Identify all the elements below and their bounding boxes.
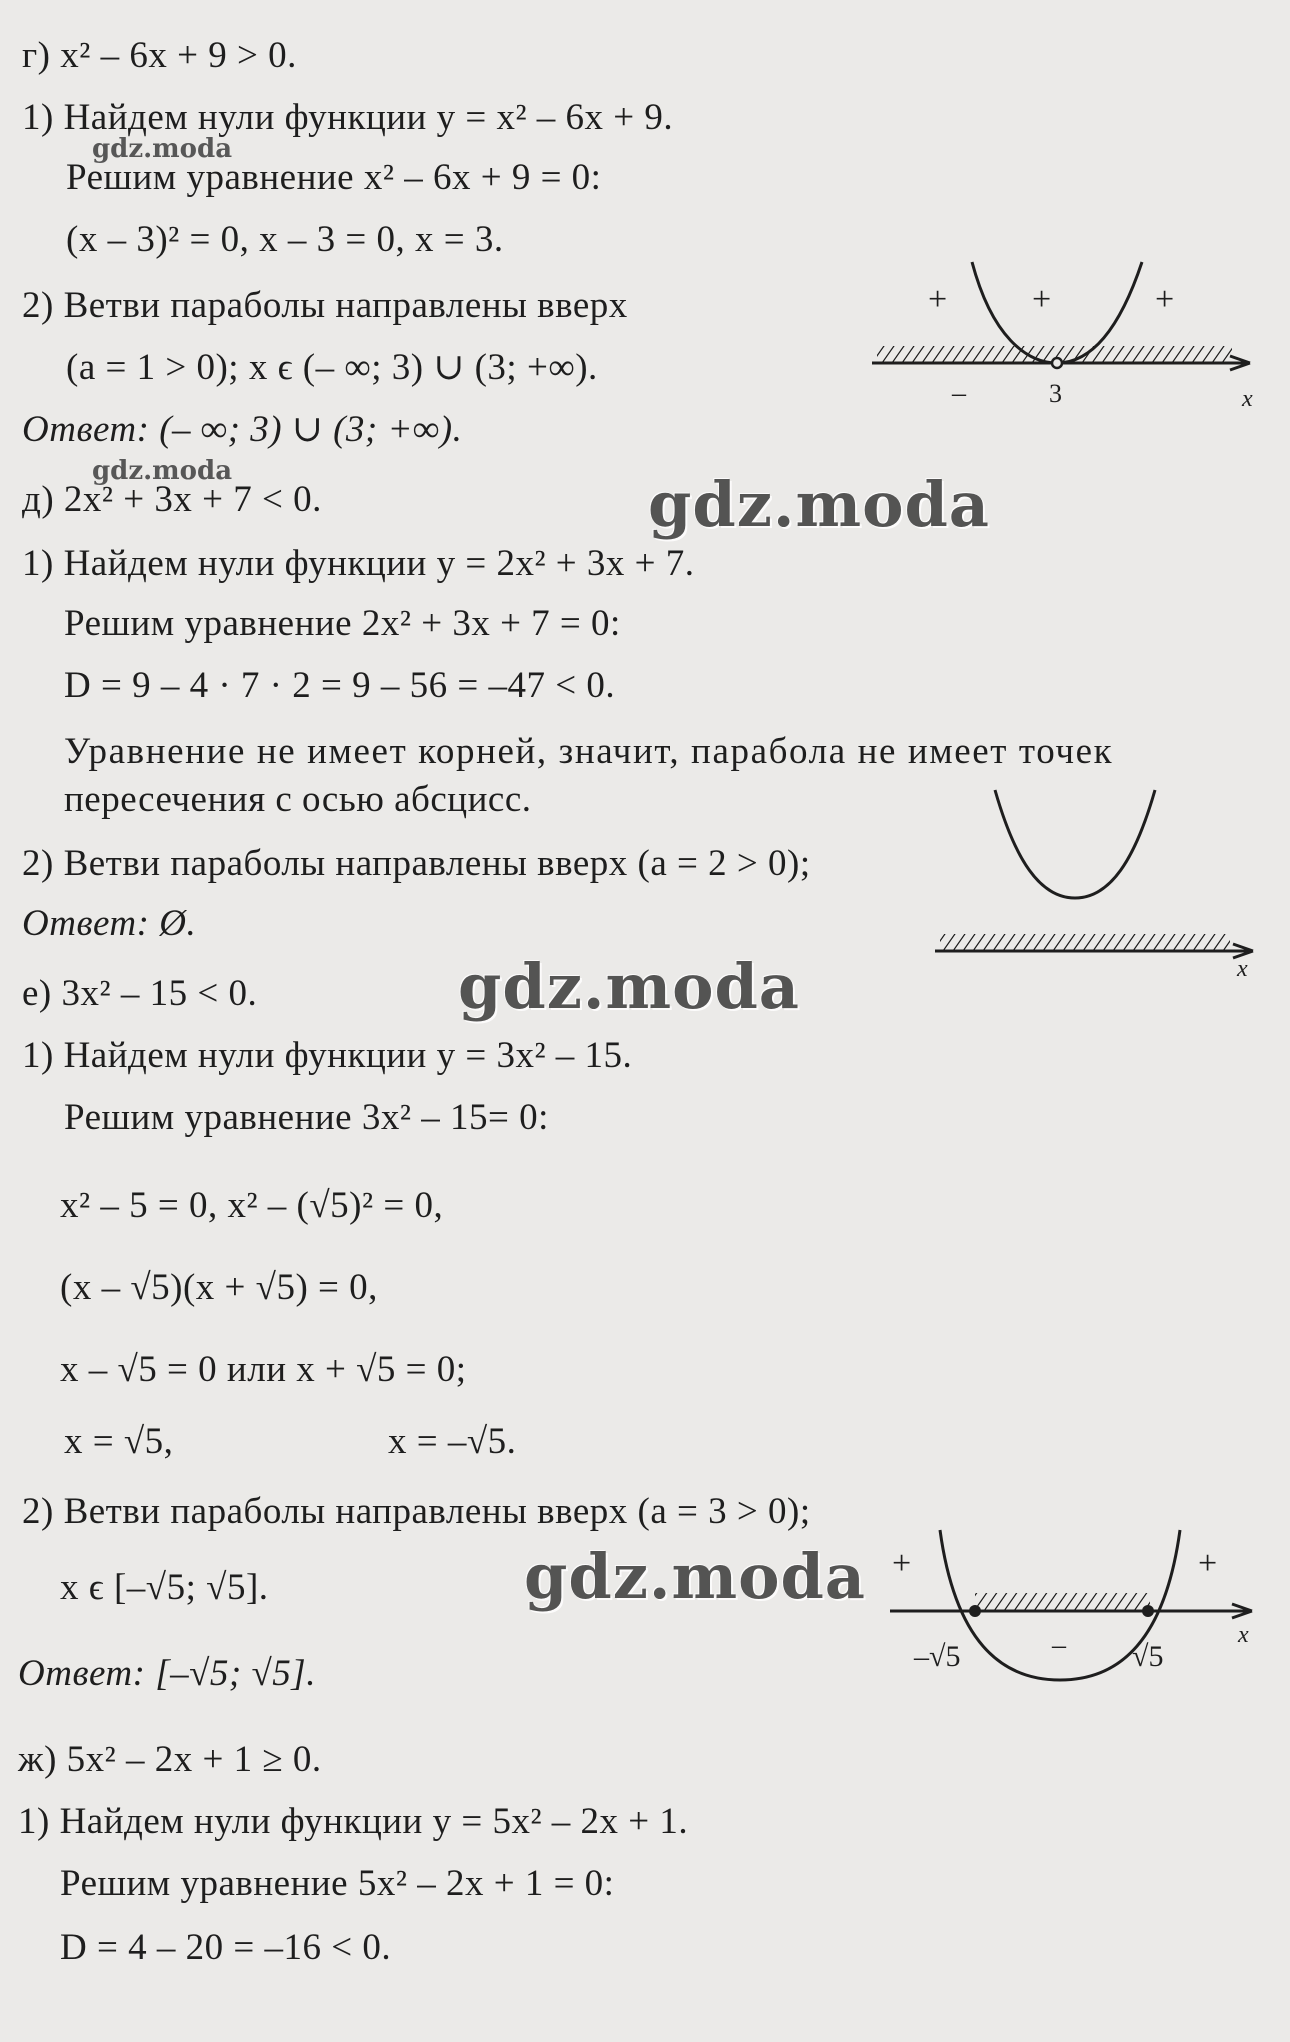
line-e-or: x – √5 = 0 или x + √5 = 0; [60, 1349, 467, 1390]
line-e-root-positive: x = √5, [64, 1421, 174, 1462]
line-e-root-negative: x = –√5. [388, 1421, 517, 1462]
root-point [1052, 358, 1062, 368]
watermark-small-1: gdz.moda [92, 134, 233, 164]
line-g-solution: (x – 3)² = 0, x – 3 = 0, x = 3. [66, 219, 504, 260]
sign-minus: – [1052, 1630, 1066, 1661]
line-d-step2: 2) Ветви параболы направлены вверх (a = 2 > 0); [22, 843, 811, 884]
line-d-answer: Ответ: Ø. [22, 903, 197, 944]
line-e-interval: x ϵ [–√5; √5]. [60, 1567, 269, 1608]
line-d-step1: 1) Найдем нули функции y = 2x² + 3x + 7. [22, 543, 695, 584]
line-e-difference: x² – 5 = 0, x² – (√5)² = 0, [60, 1185, 444, 1226]
line-g-interval: (a = 1 > 0); x ϵ (– ∞; 3) ∪ (3; +∞). [66, 347, 598, 388]
sign-plus-1: + [928, 281, 948, 318]
root-label-left: –√5 [914, 1640, 961, 1673]
line-g-step1: 1) Найдем нули функции y = x² – 6x + 9. [22, 97, 674, 138]
root-point-left [969, 1605, 981, 1617]
line-e-answer: Ответ: [–√5; √5]. [18, 1653, 316, 1694]
line-d-no-roots-cont: пересечения с осью абсцисс. [64, 779, 532, 820]
line-zh-step1: 1) Найдем нули функции y = 5x² – 2x + 1. [18, 1801, 689, 1842]
hatch-between-roots [975, 1593, 1150, 1611]
watermark-small-2: gdz.moda [92, 456, 233, 486]
sign-plus-3: + [1155, 281, 1175, 318]
root-point-right [1142, 1605, 1154, 1617]
root-label-right: √5 [1132, 1640, 1164, 1673]
root-label: 3 [1049, 379, 1062, 408]
graph-parabola-above-axis [935, 790, 1265, 980]
watermark-large-3: gdz.moda [524, 1540, 866, 1613]
line-g-equation: Решим уравнение x² – 6x + 9 = 0: [66, 157, 602, 198]
sign-plus-left: + [892, 1545, 912, 1582]
watermark-large-2: gdz.moda [458, 950, 800, 1023]
sign-plus-right: + [1198, 1545, 1218, 1582]
axis-label: x [1238, 1622, 1249, 1648]
line-e-equation: Решим уравнение 3x² – 15= 0: [64, 1097, 549, 1138]
graph-parabola-crossing-roots [880, 1530, 1260, 1730]
line-e-task: е) 3x² – 15 < 0. [22, 973, 258, 1014]
line-d-no-roots: Уравнение не имеет корней, значит, парабола не имеет точек [64, 731, 1114, 772]
line-d-task: д) 2x² + 3x + 7 < 0. [22, 479, 322, 520]
line-g-step2: 2) Ветви параболы направлены вверх [22, 285, 628, 326]
line-e-step2: 2) Ветви параболы направлены вверх (a = 3 > 0); [22, 1491, 811, 1532]
parabola-curve [995, 790, 1155, 898]
line-e-step1: 1) Найдем нули функции y = 3x² – 15. [22, 1035, 633, 1076]
hatch-full [940, 934, 1230, 951]
line-zh-task: ж) 5x² – 2x + 1 ≥ 0. [18, 1739, 322, 1780]
watermark-large-1: gdz.moda [648, 468, 990, 541]
axis-label: x [1237, 956, 1248, 982]
sign-plus-2: + [1032, 281, 1052, 318]
graph-parabola-touching-3 [872, 262, 1272, 412]
line-zh-discriminant: D = 4 – 20 = –16 < 0. [60, 1927, 392, 1968]
line-zh-equation: Решим уравнение 5x² – 2x + 1 = 0: [60, 1863, 615, 1904]
line-g-answer: Ответ: (– ∞; 3) ∪ (3; +∞). [22, 409, 463, 450]
line-e-factored: (x – √5)(x + √5) = 0, [60, 1267, 378, 1308]
line-d-discriminant: D = 9 – 4 · 7 · 2 = 9 – 56 = –47 < 0. [64, 665, 616, 706]
hatch-left [877, 346, 1062, 363]
axis-label: x [1242, 386, 1253, 412]
line-g-task: г) x² – 6x + 9 > 0. [22, 35, 297, 76]
sign-minus: – [952, 378, 966, 409]
line-d-equation: Решим уравнение 2x² + 3x + 7 = 0: [64, 603, 621, 644]
